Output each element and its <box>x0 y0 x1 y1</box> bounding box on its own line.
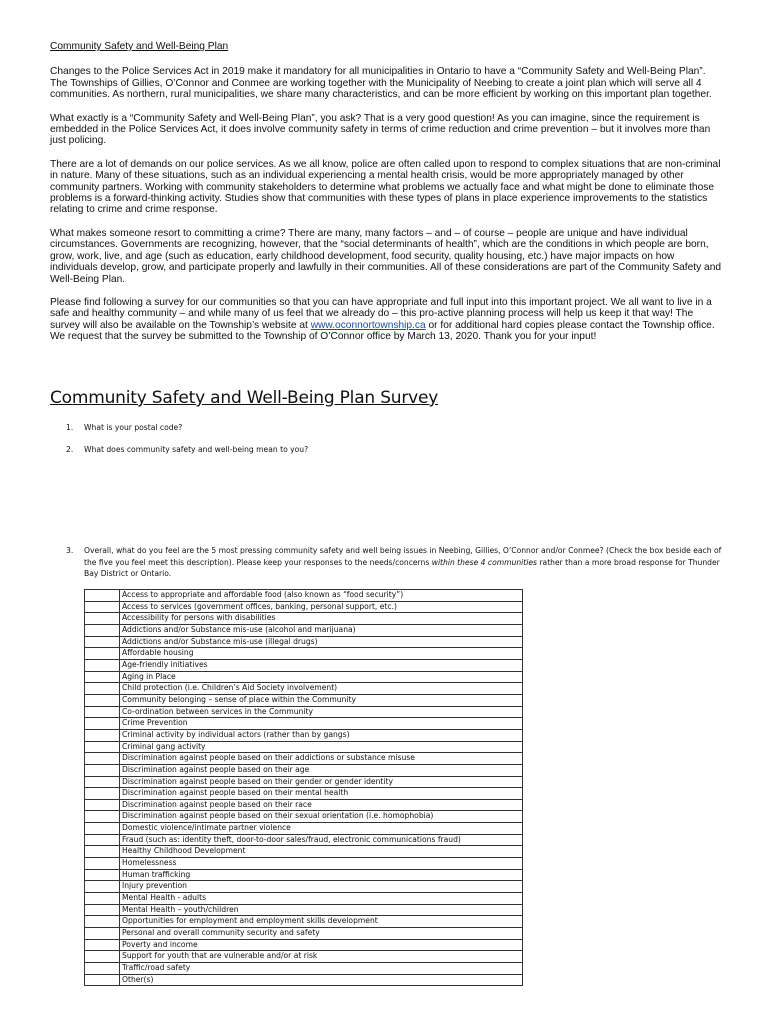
issue-checkbox[interactable] <box>85 928 120 940</box>
issue-row <box>85 858 523 870</box>
issue-label: Injury prevention <box>120 881 523 893</box>
intro-paragraph-4: What makes someone resort to committing a crime? There are many, many factors – and – of course – people are unique and have individual circumstances. Governments are recognizing, however, that the “social determinants of health”, which are the conditions in which people are born, grow, work, live, and age (such as education, early childhood development, food security, quality housing, etc.) have major impacts on how individuals develop, grow, and participate properly and lawfully in their communities. All of these considerations are part of the Community Safety and Well-Being Plan. <box>50 227 722 285</box>
issue-row <box>85 753 523 765</box>
issue-checkbox[interactable] <box>85 916 120 928</box>
issue-checkbox[interactable] <box>85 624 120 636</box>
intro-paragraph-1: Changes to the Police Services Act in 2019 make it mandatory for all municipalities in Ontario to have a “Community Safety and Well-Being Plan”. The Townships of Gillies, O’Connor and Conmee are working together with the Municipality of Neebing to create a joint plan which will serve all 4 communities. As northern, rural municipalities, we share many characteristics, and can be more efficient by working on this important plan together. <box>50 66 712 101</box>
issue-label: Mental Health – youth/children <box>120 904 523 916</box>
township-website-link[interactable]: www.oconnortownship.ca <box>310 319 426 331</box>
issue-row <box>85 846 523 858</box>
intro-paragraph-2: What exactly is a “Community Safety and Well-Being Plan”, you ask? That is a very good question! As you can imagine, since the requirement is embedded in the Police Services Act, it does involve community safety in terms of crime reduction and crime prevention – but it involves more than just policing. <box>50 112 711 147</box>
issue-label: Crime Prevention <box>120 718 523 730</box>
issue-row <box>85 706 523 718</box>
issue-row <box>85 904 523 916</box>
issue-label: Opportunities for employment and employment skills development <box>120 916 523 928</box>
issue-checkbox[interactable] <box>85 764 120 776</box>
question-3-text: Overall, what do you feel are the 5 most pressing community safety and well being issues in Neebing, Gillies, O’Connor and/or Conmee? (Check the box beside each of the five you feel meet this description). Please keep your responses to the needs/concerns <box>84 546 722 567</box>
issue-row <box>85 928 523 940</box>
issue-row <box>85 636 523 648</box>
question-3-text-end: rather than a more broad response for Thunder Bay District or Ontario. <box>84 557 720 579</box>
issue-row <box>85 869 523 881</box>
issue-checkbox[interactable] <box>85 671 120 683</box>
issue-row <box>85 939 523 951</box>
issue-checkbox[interactable] <box>85 963 120 975</box>
question-3-number: 3. <box>66 546 74 555</box>
intro-heading: Community Safety and Well-Being Plan <box>50 41 229 52</box>
issue-label: Discrimination against people based on their gender or gender identity <box>120 776 523 788</box>
issue-checkbox[interactable] <box>85 729 120 741</box>
issue-checkbox[interactable] <box>85 869 120 881</box>
issues-checklist-table <box>84 589 523 986</box>
issue-checkbox[interactable] <box>85 636 120 648</box>
issue-row <box>85 624 523 636</box>
issue-row <box>85 764 523 776</box>
issue-row <box>85 881 523 893</box>
intro-paragraph-5 <box>50 297 722 343</box>
issue-label: Criminal gang activity <box>120 741 523 753</box>
issue-row <box>85 648 523 660</box>
issue-label: Age-friendly initiatives <box>120 659 523 671</box>
issue-checkbox[interactable] <box>85 834 120 846</box>
issue-row <box>85 659 523 671</box>
issue-label: Fraud (such as: identity theft, door-to-door sales/fraud, electronic communications fraud) <box>120 834 523 846</box>
issue-checkbox[interactable] <box>85 846 120 858</box>
issue-row <box>85 788 523 800</box>
issue-checkbox[interactable] <box>85 741 120 753</box>
issue-label: Personal and overall community security and safety <box>120 928 523 940</box>
issue-label: Healthy Childhood Development <box>120 846 523 858</box>
issue-checkbox[interactable] <box>85 776 120 788</box>
issue-row <box>85 671 523 683</box>
issue-row <box>85 729 523 741</box>
issue-label: Addictions and/or Substance mis-use (illegal drugs) <box>120 636 523 648</box>
issue-checkbox[interactable] <box>85 718 120 730</box>
issue-row <box>85 893 523 905</box>
issue-label: Discrimination against people based on their addictions or substance misuse <box>120 753 523 765</box>
issue-label: Addictions and/or Substance mis-use (alcohol and marijuana) <box>120 624 523 636</box>
issue-label: Domestic violence/intimate partner violence <box>120 823 523 835</box>
issue-checkbox[interactable] <box>85 904 120 916</box>
issue-checkbox[interactable] <box>85 974 120 986</box>
issue-label: Other(s) <box>120 974 523 986</box>
issue-row <box>85 590 523 602</box>
issue-label: Poverty and income <box>120 939 523 951</box>
issue-row <box>85 799 523 811</box>
issue-label: Human trafficking <box>120 869 523 881</box>
issue-label: Support for youth that are vulnerable and/or at risk <box>120 951 523 963</box>
intro-p5-text-b: or for additional hard copies please contact the Township office. We request that the survey be submitted to the Township of O’Connor office by March 13, 2020. Thank you for your input! <box>50 319 715 343</box>
issue-row <box>85 974 523 986</box>
issue-label: Accessibility for persons with disabilities <box>120 613 523 625</box>
survey-title: Community Safety and Well-Being Plan Survey <box>50 388 439 408</box>
issue-row <box>85 951 523 963</box>
issue-row <box>85 811 523 823</box>
issue-checkbox[interactable] <box>85 799 120 811</box>
issue-row <box>85 601 523 613</box>
issue-checkbox[interactable] <box>85 590 120 602</box>
issue-label: Affordable housing <box>120 648 523 660</box>
issue-checkbox[interactable] <box>85 753 120 765</box>
question-1-text: What is your postal code? <box>84 423 183 432</box>
issue-row <box>85 963 523 975</box>
issue-label: Discrimination against people based on their race <box>120 799 523 811</box>
issue-checkbox[interactable] <box>85 823 120 835</box>
issue-label: Traffic/road safety <box>120 963 523 975</box>
issue-label: Access to services (government offices, banking, personal support, etc.) <box>120 601 523 613</box>
issue-label: Community belonging – sense of place within the Community <box>120 694 523 706</box>
issue-label: Child protection (i.e. Children’s Aid Society involvement) <box>120 683 523 695</box>
question-1-number: 1. <box>66 423 74 432</box>
issue-checkbox[interactable] <box>85 939 120 951</box>
intro-section <box>50 41 722 355</box>
issue-checkbox[interactable] <box>85 694 120 706</box>
question-3 <box>66 545 726 580</box>
issue-row <box>85 823 523 835</box>
intro-paragraph-3: There are a lot of demands on our police services. As we all know, police are often called upon to respond to complex situations that are non-criminal in nature. Many of these situations, such as an individual experiencing a mental health crisis, would be more appropriately managed by other community partners. Working with community stakeholders to determine what problems we actually face and what might be done to eliminate those problems is a forward-thinking activity. Studies show that communities with these types of plans in place experience improvements to the statistics relating to crime and crime response. <box>50 158 721 216</box>
intro-p5-text-a: Please find following a survey for our communities so that you can have appropriate and full input into this important project. We all want to live in a safe and healthy community – and while many of us feel that we already do – this pro-active planning process will help us keep it that way! The survey will also be available on the Township’s website at <box>50 296 712 331</box>
issue-checkbox[interactable] <box>85 706 120 718</box>
issue-checkbox[interactable] <box>85 601 120 613</box>
question-1 <box>66 422 182 434</box>
issue-label: Criminal activity by individual actors (rather than by gangs) <box>120 729 523 741</box>
issue-row <box>85 776 523 788</box>
issue-row <box>85 741 523 753</box>
question-3-emphasis: within these 4 communities <box>431 557 537 567</box>
issue-label: Co-ordination between services in the Community <box>120 706 523 718</box>
issue-label: Aging in Place <box>120 671 523 683</box>
issue-label: Access to appropriate and affordable food (also known as “food security”) <box>120 590 523 602</box>
issue-label: Discrimination against people based on their age <box>120 764 523 776</box>
issue-label: Mental Health - adults <box>120 893 523 905</box>
issue-checkbox[interactable] <box>85 881 120 893</box>
issue-checkbox[interactable] <box>85 951 120 963</box>
issue-checkbox[interactable] <box>85 858 120 870</box>
issue-label: Homelessness <box>120 858 523 870</box>
issue-checkbox[interactable] <box>85 683 120 695</box>
issue-row <box>85 916 523 928</box>
issue-row <box>85 718 523 730</box>
issue-row <box>85 613 523 625</box>
issue-checkbox[interactable] <box>85 893 120 905</box>
issue-checkbox[interactable] <box>85 788 120 800</box>
issue-row <box>85 694 523 706</box>
issue-checkbox[interactable] <box>85 811 120 823</box>
issue-checkbox[interactable] <box>85 648 120 660</box>
issue-row <box>85 683 523 695</box>
question-2-text: What does community safety and well-being mean to you? <box>84 445 309 454</box>
question-2 <box>66 444 308 456</box>
issue-label: Discrimination against people based on their mental health <box>120 788 523 800</box>
issue-checkbox[interactable] <box>85 659 120 671</box>
question-2-number: 2. <box>66 445 74 454</box>
issue-checkbox[interactable] <box>85 613 120 625</box>
issue-label: Discrimination against people based on their sexual orientation (i.e. homophobia) <box>120 811 523 823</box>
issue-row <box>85 834 523 846</box>
